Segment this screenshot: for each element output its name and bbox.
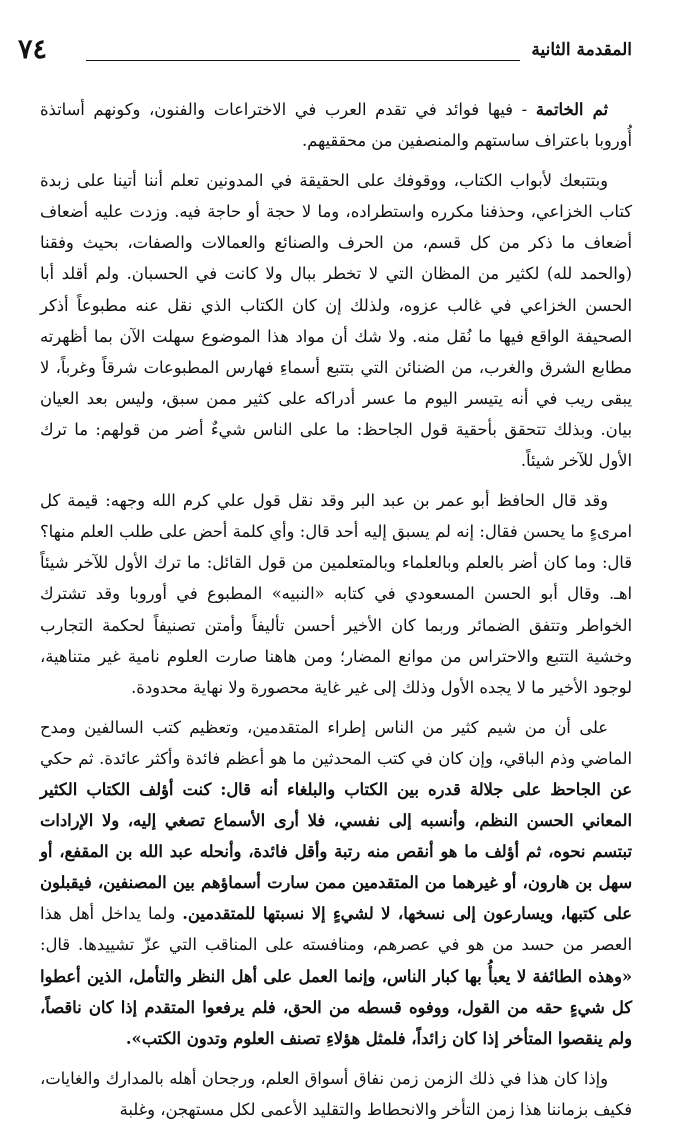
conclusion-lead: ثم الخاتمة [535,100,608,119]
page-header [18,34,632,68]
jahiz-lead: على أن من شيم كثير من الناس إطراء المتقدمين، وتعظيم كتب السالفين ومدح الماضي وذم الباقي، وإن كان في كتب المحدثين ما هو أعظم فائدة وأكثر عائدة. ثم حكي [40,717,632,768]
jahiz-mid: ولما يداخل أهل هذا العصر من حسد من هو في عصرهم، ومنافسته على المناقب التي عزّ تشييدها. قال: [40,904,632,955]
paragraph-conclusion [40,94,632,156]
jahiz-quote: عن الجاحظ على جلالة قدره بين الكتاب والبلغاء أنه قال: كنت أؤلف الكتاب الكثير المعاني الحسن النظم، وأنسبه إلى نفسي، فلا أرى الأسماع تصغي إليه، ولا الإرادات تبتسم نحوه، ثم أؤلف ما هو أنقص منه رتبة وأقل فائدة، وأنحله عبد الله بن المقفع، أو سهل بن هارون، أو غيرهما من المتقدمين ممن سارت أسماؤهم بين المصنفين، فيقبلون على كتبها، ويسارعون إلى نسخها، لا لشيءٍ إلا نسبتها للمتقدمين. [40,779,632,924]
conclusion-text: - فيها فوائد في تقدم العرب في الاختراعات والفنون، وكونهم أساتذة أُوروبا باعتراف ساستهم والمنصفين من محققيهم. [40,100,632,151]
page-body [40,94,632,1134]
page-number: ٧٤ [18,34,48,65]
section-title: المقدمة الثانية [531,40,632,60]
paragraph-ibn-abd-al-barr: وقد قال الحافظ أبو عمر بن عبد البر وقد نقل قول علي كرم الله وجهه: قيمة كل امرىءٍ ما يحسن فقال: إنه لم يسبق إليه أحد قال: وأي كلمة أحض على طلب العلم منها؟ قال: وما كان أضر بالعلم وبالعلماء وبالمتعلمين من قول القائل: ما ترك الأول للآخر شيئاً اهـ. وقال أبو الحسن المسعودي في كتابه «النبيه» المطبوع في أوروبا وقد تشترك الخواطر وتتفق الضمائر وربما كان الأخير أحسن تأليفاً وأمتن تصنيفاً لحكمة التجارب وخشية التتبع والاحتراس من موانع المضار؛ ومن هاهنا صارت العلوم نامية غير متناهية، لوجود الأخير ما لا يجده الأول وذلك إلى غير غاية محصورة ولا نهاية محدودة. [40,491,632,697]
paragraph-jahiz [40,712,632,1054]
paragraph-method: وبتتبعك لأبواب الكتاب، ووقوفك على الحقيقة في المدونين تعلم أننا أتينا على زبدة كتاب الخزاعي، وحذفنا مكرره واستطراده، وما لا حجة أو حاجة فيه. وزدت عليه أضعاف أضعاف ما ذكر من كل قسم، من الحرف والصنائع والعمالات والصفات، بحيث وفقنا (والحمد لله) لكثير من المظان التي لا تخطر ببال ولا كانت في الحسبان. ولم أقلد أبا الحسن الخزاعي في غالب عزوه، ولذلك إن كان الكتاب الذي نقل عنه مطبوعاً أذكر الصحيفة الواقع فيها ما نُقل منه. ولا شك أن مواد هذا الموضوع سهلت الآن بما أظهرته مطابع الشرق والغرب، من الضنائن التي بتتبع أسماءِ فهارس المطبوعات شرقاً وغرباً، لا يبقى ريب في أنه يتيسر اليوم ما عسر أدراكه على كثير ممن سبق، وليس بعد العيان بيان. وبذلك تتحقق بأحقية قول الجاحظ: ما على الناس شيءٌ أضر من قولهم: ما ترك الأول للآخر شيئاً. [40,171,632,471]
paragraph-closing: وإذا كان هذا في ذلك الزمن زمن نفاق أسواق العلم، ورجحان أهله بالمدارك والغايات، فكيف بزماننا هذا زمن التأخر والانحطاط والتقليد الأعمى لكل مستهجن، وغلبة [40,1068,632,1119]
jahiz-quote-end: «وهذه الطائفة لا يعبأُ بها كبار الناس، وإنما العمل على أهل النظر والتأمل، الذين أعطوا كل شيءٍ حقه من القول، ووفوه قسطه من الحق، فلم يرفعوا المتقدم إذا كان ناقصاً، ولم ينقصوا المتأخر إذا كان زائداً، فلمثل هؤلاءِ تصنف العلوم وتدون الكتب». [40,966,632,1048]
header-rule [86,60,520,61]
